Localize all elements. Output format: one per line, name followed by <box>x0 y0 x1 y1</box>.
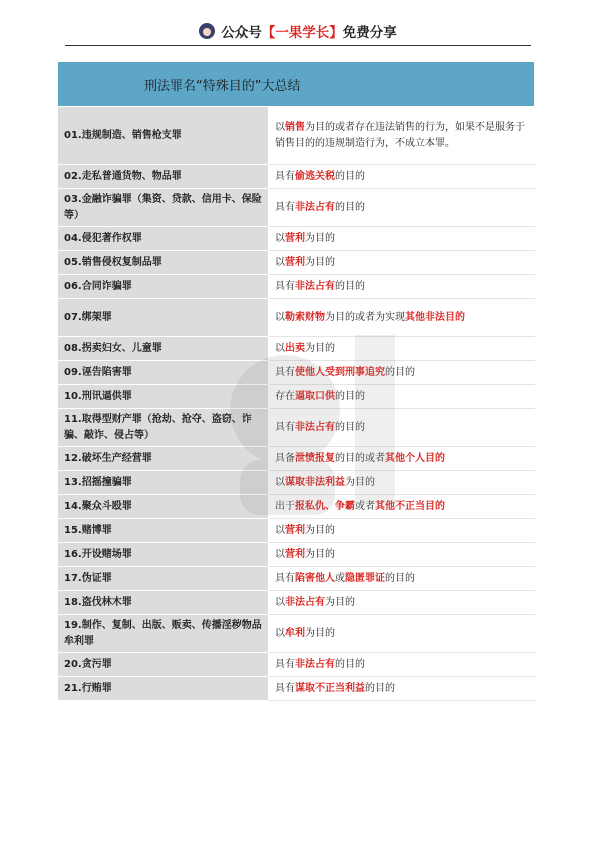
avatar-icon <box>199 23 215 39</box>
plain-text: 为目的 <box>305 524 335 536</box>
highlight-text: 出卖 <box>285 342 305 354</box>
header-divider <box>65 45 531 46</box>
plain-text: 以 <box>275 548 285 560</box>
plain-text: 的目的 <box>335 201 365 213</box>
crime-name: 19.制作、复制、出版、贩卖、传播淫秽物品牟利罪 <box>58 615 269 653</box>
plain-text: 的目的 <box>385 572 415 584</box>
highlight-text: 逼取口供 <box>295 390 335 402</box>
table-title: 刑法罪名“特殊目的”大总结 <box>58 62 535 107</box>
plain-text: 具有 <box>275 366 295 378</box>
highlight-text: 营利 <box>285 524 305 536</box>
crime-name: 01.违规制造、销售枪支罪 <box>58 107 269 165</box>
table-row <box>58 337 535 361</box>
table-row <box>58 275 535 299</box>
plain-text: 以 <box>275 524 285 536</box>
plain-text: 或者 <box>355 500 375 512</box>
highlight-text: 非法占有 <box>295 280 335 292</box>
header-suffix: 免费分享 <box>342 25 397 41</box>
plain-text: 的目的或者 <box>335 452 385 464</box>
highlight-text: 营利 <box>285 256 305 268</box>
highlight-text: 陷害他人 <box>295 572 335 584</box>
table-row <box>58 567 535 591</box>
plain-text: 具有 <box>275 170 295 182</box>
summary-table <box>57 61 535 701</box>
highlight-text: 偷逃关税 <box>295 170 335 182</box>
special-purpose <box>269 337 535 361</box>
header-prefix: 公众号 <box>221 25 262 41</box>
special-purpose <box>269 299 535 337</box>
highlight-text: 营利 <box>285 232 305 244</box>
highlight-text: 非法占有 <box>295 201 335 213</box>
crime-name: 06.合同诈骗罪 <box>58 275 269 299</box>
plain-text: 的目的 <box>335 421 365 433</box>
highlight-text: 勒索财物 <box>285 311 325 323</box>
highlight-text: 其他个人目的 <box>385 452 445 464</box>
plain-text: 以 <box>275 476 285 488</box>
crime-name: 15.赌博罪 <box>58 519 269 543</box>
special-purpose <box>269 385 535 409</box>
crime-name: 13.招摇撞骗罪 <box>58 471 269 495</box>
plain-text: 的目的 <box>335 280 365 292</box>
table-row <box>58 677 535 701</box>
plain-text: 具有 <box>275 572 295 584</box>
crime-name: 08.拐卖妇女、儿童罪 <box>58 337 269 361</box>
table-row <box>58 409 535 447</box>
plain-text: 出于 <box>275 500 295 512</box>
plain-text: 为目的 <box>305 627 335 639</box>
table-row <box>58 615 535 653</box>
crime-name: 14.聚众斗殴罪 <box>58 495 269 519</box>
special-purpose <box>269 189 535 227</box>
special-purpose <box>269 567 535 591</box>
crime-name: 09.诬告陷害罪 <box>58 361 269 385</box>
plain-text: 具有 <box>275 658 295 670</box>
plain-text: 具有 <box>275 682 295 694</box>
special-purpose <box>269 677 535 701</box>
plain-text: 或 <box>335 572 345 584</box>
table-row <box>58 471 535 495</box>
table-title-row <box>58 62 535 107</box>
plain-text: 具备 <box>275 452 295 464</box>
crime-name: 10.刑讯逼供罪 <box>58 385 269 409</box>
plain-text: 为目的或者为实现 <box>325 311 405 323</box>
plain-text: 以 <box>275 232 285 244</box>
table-row <box>58 591 535 615</box>
highlight-text: 营利 <box>285 548 305 560</box>
highlight-text: 报私仇、争霸 <box>295 500 355 512</box>
plain-text: 的目的 <box>385 366 415 378</box>
crime-name: 21.行贿罪 <box>58 677 269 701</box>
crime-name: 18.盗伐林木罪 <box>58 591 269 615</box>
special-purpose <box>269 543 535 567</box>
table-row <box>58 519 535 543</box>
highlight-text: 使他人受到刑事追究 <box>295 366 385 378</box>
plain-text: 的目的 <box>335 658 365 670</box>
special-purpose <box>269 227 535 251</box>
plain-text: 为目的 <box>305 342 335 354</box>
highlight-text: 泄愤报复 <box>295 452 335 464</box>
special-purpose <box>269 471 535 495</box>
plain-text: 的目的 <box>365 682 395 694</box>
crime-name: 11.取得型财产罪（抢劫、抢夺、盗窃、诈骗、敲诈、侵占等） <box>58 409 269 447</box>
plain-text: 以 <box>275 311 285 323</box>
highlight-text: 谋取不正当利益 <box>295 682 365 694</box>
plain-text: 的目的 <box>335 390 365 402</box>
highlight-text: 非法占有 <box>295 421 335 433</box>
highlight-text: 销售 <box>285 121 305 133</box>
table-row <box>58 165 535 189</box>
table-row <box>58 227 535 251</box>
crime-name: 12.破坏生产经营罪 <box>58 447 269 471</box>
plain-text: 具有 <box>275 421 295 433</box>
plain-text: 为目的 <box>305 548 335 560</box>
plain-text: 以 <box>275 596 285 608</box>
plain-text: 具有 <box>275 280 295 292</box>
crime-name: 20.贪污罪 <box>58 653 269 677</box>
crime-name: 16.开设赌场罪 <box>58 543 269 567</box>
special-purpose <box>269 591 535 615</box>
crime-name: 07.绑架罪 <box>58 299 269 337</box>
plain-text: 为目的 <box>345 476 375 488</box>
header-brand: 一果学长 <box>275 25 330 41</box>
special-purpose <box>269 519 535 543</box>
plain-text: 为目的 <box>305 256 335 268</box>
plain-text: 以 <box>275 121 285 133</box>
table-row <box>58 653 535 677</box>
special-purpose <box>269 165 535 189</box>
special-purpose <box>269 409 535 447</box>
highlight-text: 隐匿罪证 <box>345 572 385 584</box>
special-purpose <box>269 495 535 519</box>
special-purpose <box>269 361 535 385</box>
table-row <box>58 543 535 567</box>
special-purpose <box>269 107 535 165</box>
special-purpose <box>269 275 535 299</box>
table-row <box>58 299 535 337</box>
crime-name: 03.金融诈骗罪（集资、贷款、信用卡、保险等） <box>58 189 269 227</box>
header-bracket-close: 】 <box>329 25 343 41</box>
plain-text: 为目的 <box>325 596 355 608</box>
plain-text: 存在 <box>275 390 295 402</box>
plain-text: 为目的或者存在违法销售的行为，如果不是服务于销售目的的违规制造行为，不成立本罪。 <box>275 121 525 149</box>
crime-name: 04.侵犯著作权罪 <box>58 227 269 251</box>
page-header <box>0 18 596 44</box>
special-purpose <box>269 447 535 471</box>
highlight-text: 非法占有 <box>295 658 335 670</box>
table-row <box>58 385 535 409</box>
plain-text: 的目的 <box>335 170 365 182</box>
table-row <box>58 495 535 519</box>
table-row <box>58 361 535 385</box>
table-row <box>58 251 535 275</box>
highlight-text: 谋取非法利益 <box>285 476 345 488</box>
special-purpose <box>269 653 535 677</box>
crime-name: 02.走私普通货物、物品罪 <box>58 165 269 189</box>
header-bracket-open: 【 <box>261 25 276 41</box>
special-purpose <box>269 615 535 653</box>
special-purpose <box>269 251 535 275</box>
crime-name: 05.销售侵权复制品罪 <box>58 251 269 275</box>
highlight-text: 牟利 <box>285 627 305 639</box>
table-row <box>58 107 535 165</box>
plain-text: 以 <box>275 256 285 268</box>
crime-name: 17.伪证罪 <box>58 567 269 591</box>
table-row <box>58 189 535 227</box>
plain-text: 以 <box>275 342 285 354</box>
table-row <box>58 447 535 471</box>
plain-text: 以 <box>275 627 285 639</box>
highlight-text: 其他非法目的 <box>405 311 465 323</box>
plain-text: 具有 <box>275 201 295 213</box>
highlight-text: 非法占有 <box>285 596 325 608</box>
plain-text: 为目的 <box>305 232 335 244</box>
highlight-text: 其他不正当目的 <box>375 500 445 512</box>
